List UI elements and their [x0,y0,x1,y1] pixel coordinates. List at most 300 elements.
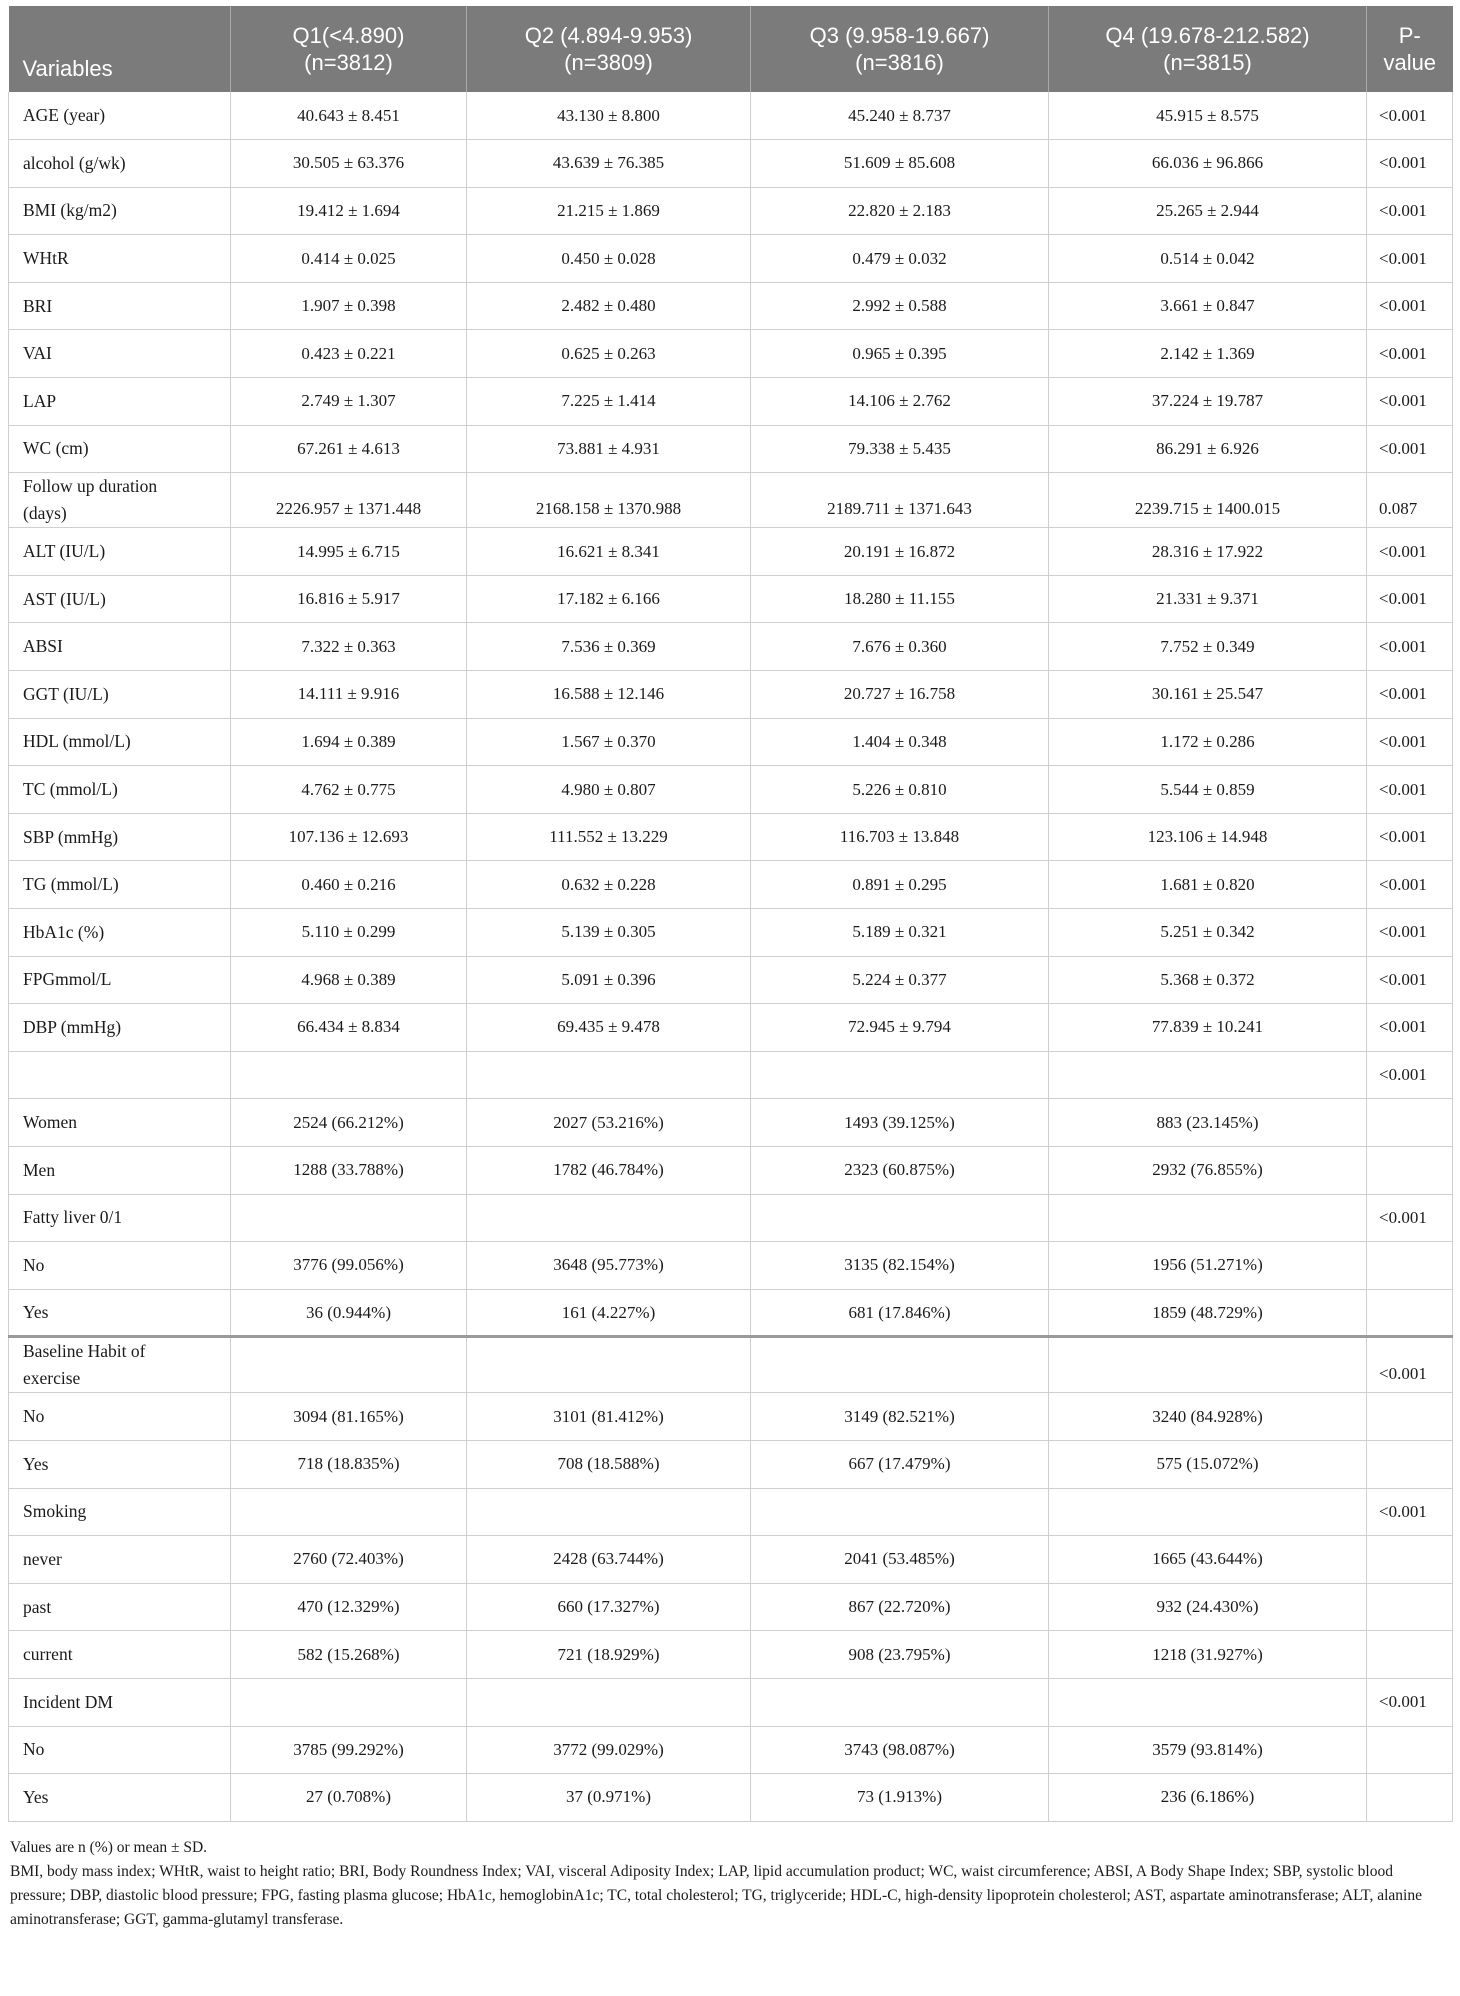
cell-q2 [467,1194,751,1242]
header-q4-range: Q4 (19.678-212.582) [1105,23,1310,48]
cell-q3: 20.727 ± 16.758 [751,671,1049,719]
table-row [9,187,1453,235]
cell-p-value [1367,1242,1453,1290]
row-label [9,1194,231,1242]
cell-q1: 67.261 ± 4.613 [231,425,467,473]
cell-q1: 36 (0.944%) [231,1289,467,1337]
table-row [9,718,1453,766]
cell-q1: 27 (0.708%) [231,1774,467,1822]
table-row [9,1051,1453,1099]
header-row [9,6,1453,92]
table-row [9,1488,1453,1536]
table-row [9,1440,1453,1488]
cell-q4: 3579 (93.814%) [1049,1726,1367,1774]
row-label-text: No [23,1739,45,1760]
cell-p-value [1367,1583,1453,1631]
cell-q4: 3.661 ± 0.847 [1049,282,1367,330]
row-label [9,1726,231,1774]
cell-p-value: <0.001 [1367,766,1453,814]
cell-q3: 18.280 ± 11.155 [751,575,1049,623]
cell-q4 [1049,1051,1367,1099]
row-label-text: No [23,1254,45,1275]
table-row [9,1583,1453,1631]
table-row [9,1631,1453,1679]
cell-q3: 2323 (60.875%) [751,1146,1049,1194]
cell-q2: 5.091 ± 0.396 [467,956,751,1004]
cell-p-value: <0.001 [1367,1194,1453,1242]
cell-q3: 116.703 ± 13.848 [751,813,1049,861]
cell-p-value: <0.001 [1367,1337,1453,1393]
cell-p-value: <0.001 [1367,909,1453,957]
cell-q3: 3743 (98.087%) [751,1726,1049,1774]
table-container [8,6,1452,1932]
cell-p-value: <0.001 [1367,235,1453,283]
row-label [9,718,231,766]
cell-p-value: <0.001 [1367,718,1453,766]
cell-q4 [1049,1337,1367,1393]
table-row [9,473,1453,528]
row-label [9,1337,231,1393]
cell-q1: 718 (18.835%) [231,1440,467,1488]
table-row [9,575,1453,623]
table-row [9,1726,1453,1774]
cell-q2: 3648 (95.773%) [467,1242,751,1290]
header-q1-n: (n=3812) [304,50,393,75]
table-row [9,1242,1453,1290]
cell-q2: 708 (18.588%) [467,1440,751,1488]
cell-p-value: <0.001 [1367,140,1453,188]
cell-q1: 40.643 ± 8.451 [231,92,467,140]
cell-q2: 161 (4.227%) [467,1289,751,1337]
cell-q4: 236 (6.186%) [1049,1774,1367,1822]
cell-p-value [1367,1631,1453,1679]
cell-q3 [751,1194,1049,1242]
row-label [9,187,231,235]
cell-q1: 0.460 ± 0.216 [231,861,467,909]
cell-q4: 25.265 ± 2.944 [1049,187,1367,235]
cell-q1: 4.968 ± 0.389 [231,956,467,1004]
cell-q2: 3101 (81.412%) [467,1393,751,1441]
row-label-text: Fatty liver 0/1 [23,1207,123,1228]
cell-p-value: <0.001 [1367,671,1453,719]
cell-p-value: <0.001 [1367,1678,1453,1726]
cell-q3: 681 (17.846%) [751,1289,1049,1337]
cell-q3: 7.676 ± 0.360 [751,623,1049,671]
cell-q1: 107.136 ± 12.693 [231,813,467,861]
cell-q4: 5.544 ± 0.859 [1049,766,1367,814]
table-row [9,909,1453,957]
header-p-line2: value [1383,50,1437,75]
cell-q2: 7.536 ± 0.369 [467,623,751,671]
row-label-text: HDL (mmol/L) [23,731,131,752]
cell-q2: 21.215 ± 1.869 [467,187,751,235]
row-label [9,1146,231,1194]
cell-p-value: <0.001 [1367,813,1453,861]
table-row [9,378,1453,426]
row-label [9,1440,231,1488]
cell-q1: 2760 (72.403%) [231,1536,467,1584]
cell-q1 [231,1337,467,1393]
cell-q1: 19.412 ± 1.694 [231,187,467,235]
cell-q1: 0.414 ± 0.025 [231,235,467,283]
row-label-text: AGE (year) [23,105,106,126]
row-label-text: Smoking [23,1501,87,1522]
cell-q4: 575 (15.072%) [1049,1440,1367,1488]
cell-p-value [1367,1393,1453,1441]
cell-q2: 0.625 ± 0.263 [467,330,751,378]
cell-q3: 1.404 ± 0.348 [751,718,1049,766]
cell-q3: 45.240 ± 8.737 [751,92,1049,140]
cell-q3: 14.106 ± 2.762 [751,378,1049,426]
cell-q3: 5.224 ± 0.377 [751,956,1049,1004]
row-label-text: Incident DM [23,1691,113,1712]
row-label-text-line2: exercise [23,1368,81,1389]
header-variables-label: Variables [22,56,113,81]
row-label-text: Yes [23,1453,49,1474]
row-label [9,909,231,957]
cell-p-value: <0.001 [1367,956,1453,1004]
row-label-text: alcohol (g/wk) [23,152,126,173]
cell-q4: 37.224 ± 19.787 [1049,378,1367,426]
cell-q1: 5.110 ± 0.299 [231,909,467,957]
table-footnotes [8,1836,1450,1932]
cell-q1: 7.322 ± 0.363 [231,623,467,671]
cell-q1: 1.694 ± 0.389 [231,718,467,766]
cell-q2: 37 (0.971%) [467,1774,751,1822]
table-row [9,1194,1453,1242]
footnote-values: Values are n (%) or mean ± SD. [10,1838,208,1856]
row-label [9,282,231,330]
cell-q2: 17.182 ± 6.166 [467,575,751,623]
cell-p-value [1367,1146,1453,1194]
row-label-text: BMI (kg/m2) [23,200,117,221]
cell-p-value: <0.001 [1367,623,1453,671]
cell-p-value [1367,1099,1453,1147]
row-label [9,140,231,188]
header-q4 [1049,6,1367,92]
header-q3-n: (n=3816) [855,50,944,75]
table-row [9,1099,1453,1147]
row-label-text: ABSI [23,636,63,657]
table-row [9,1004,1453,1052]
cell-q3: 3149 (82.521%) [751,1393,1049,1441]
row-label-text: No [23,1406,45,1427]
cell-q3: 0.891 ± 0.295 [751,861,1049,909]
cell-q4: 1.172 ± 0.286 [1049,718,1367,766]
cell-q2: 660 (17.327%) [467,1583,751,1631]
table-row [9,671,1453,719]
row-label [9,1289,231,1337]
row-label-text: past [23,1596,52,1617]
cell-q4 [1049,1678,1367,1726]
row-label [9,378,231,426]
header-q3-range: Q3 (9.958-19.667) [809,23,990,48]
cell-q3: 1493 (39.125%) [751,1099,1049,1147]
cell-q4: 1.681 ± 0.820 [1049,861,1367,909]
row-label [9,1678,231,1726]
cell-q3: 5.189 ± 0.321 [751,909,1049,957]
cell-q1: 0.423 ± 0.221 [231,330,467,378]
cell-q1 [231,1488,467,1536]
cell-q1 [231,1194,467,1242]
cell-q2: 16.588 ± 12.146 [467,671,751,719]
cell-p-value: <0.001 [1367,861,1453,909]
cell-q3: 51.609 ± 85.608 [751,140,1049,188]
row-label-text: LAP [23,390,57,411]
row-label [9,1774,231,1822]
row-label [9,956,231,1004]
cell-q4: 1859 (48.729%) [1049,1289,1367,1337]
cell-q4: 45.915 ± 8.575 [1049,92,1367,140]
row-label [9,671,231,719]
header-variables [9,6,231,92]
cell-q1: 30.505 ± 63.376 [231,140,467,188]
cell-p-value: <0.001 [1367,378,1453,426]
cell-q1: 2226.957 ± 1371.448 [231,473,467,528]
row-label [9,766,231,814]
baseline-characteristics-table [8,6,1453,1822]
row-label-text: Baseline Habit of [23,1341,146,1362]
cell-p-value: <0.001 [1367,92,1453,140]
cell-p-value [1367,1440,1453,1488]
cell-q4: 77.839 ± 10.241 [1049,1004,1367,1052]
cell-q1: 4.762 ± 0.775 [231,766,467,814]
cell-q2: 2428 (63.744%) [467,1536,751,1584]
cell-q2: 0.450 ± 0.028 [467,235,751,283]
row-label-text: Yes [23,1786,49,1807]
cell-q4: 1218 (31.927%) [1049,1631,1367,1679]
table-row [9,813,1453,861]
cell-q2 [467,1337,751,1393]
cell-q3: 908 (23.795%) [751,1631,1049,1679]
cell-q3: 3135 (82.154%) [751,1242,1049,1290]
row-label [9,575,231,623]
cell-q2: 1.567 ± 0.370 [467,718,751,766]
cell-q2: 111.552 ± 13.229 [467,813,751,861]
cell-q2: 2.482 ± 0.480 [467,282,751,330]
row-label [9,1393,231,1441]
cell-q3: 2041 (53.485%) [751,1536,1049,1584]
table-row [9,330,1453,378]
cell-q4: 2.142 ± 1.369 [1049,330,1367,378]
cell-q3: 73 (1.913%) [751,1774,1049,1822]
footnote-abbreviations: BMI, body mass index; WHtR, waist to height ratio; BRI, Body Roundness Index; VAI, visceral Adiposity Index; LAP, lipid accumulation product; WC, waist circumference; ABSI, A Body Shape Index; SBP, systolic blood pressure; DBP, diastolic blood pressure; FPG, fasting plasma glucose; HbA1c, hemoglobinA1c; TC, total cholesterol; TG, triglyceride; HDL-C, high-density lipoprotein cholesterol; AST, aspartate aminotransferase; ALT, alanine aminotransferase; GGT, gamma-glutamyl transferase. [10,1862,1422,1928]
table-row [9,140,1453,188]
row-label [9,235,231,283]
header-q2-range: Q2 (4.894-9.953) [524,23,693,48]
row-label [9,1536,231,1584]
cell-q3: 867 (22.720%) [751,1583,1049,1631]
cell-q3 [751,1678,1049,1726]
cell-q3 [751,1337,1049,1393]
row-label [9,813,231,861]
cell-q2: 2027 (53.216%) [467,1099,751,1147]
header-q4-n: (n=3815) [1163,50,1252,75]
table-row [9,1536,1453,1584]
row-label-text: Yes [23,1302,49,1323]
cell-p-value [1367,1536,1453,1584]
cell-q2: 4.980 ± 0.807 [467,766,751,814]
row-label [9,623,231,671]
cell-q3: 79.338 ± 5.435 [751,425,1049,473]
cell-q3: 22.820 ± 2.183 [751,187,1049,235]
cell-p-value [1367,1774,1453,1822]
row-label-text: Follow up duration [23,476,158,497]
cell-q4: 2239.715 ± 1400.015 [1049,473,1367,528]
row-label-text: GGT (IU/L) [23,683,109,704]
cell-q2: 3772 (99.029%) [467,1726,751,1774]
row-label-text: SBP (mmHg) [23,826,119,847]
cell-p-value: <0.001 [1367,282,1453,330]
row-label-text: Men [23,1159,56,1180]
cell-q3: 667 (17.479%) [751,1440,1049,1488]
row-label [9,1004,231,1052]
cell-q3: 72.945 ± 9.794 [751,1004,1049,1052]
cell-q4: 0.514 ± 0.042 [1049,235,1367,283]
row-label-text: ALT (IU/L) [23,541,106,562]
cell-q3: 0.479 ± 0.032 [751,235,1049,283]
cell-p-value: <0.001 [1367,330,1453,378]
cell-q3: 20.191 ± 16.872 [751,528,1049,576]
table-row [9,1146,1453,1194]
cell-q4: 21.331 ± 9.371 [1049,575,1367,623]
cell-p-value: <0.001 [1367,1488,1453,1536]
cell-q4: 2932 (76.855%) [1049,1146,1367,1194]
cell-q2: 0.632 ± 0.228 [467,861,751,909]
cell-q1 [231,1051,467,1099]
table-row [9,861,1453,909]
cell-q4: 123.106 ± 14.948 [1049,813,1367,861]
row-label-text: WHtR [23,248,69,269]
cell-q2 [467,1678,751,1726]
table-row [9,1774,1453,1822]
cell-p-value: <0.001 [1367,1051,1453,1099]
row-label [9,92,231,140]
cell-q2: 69.435 ± 9.478 [467,1004,751,1052]
row-label-text: FPGmmol/L [23,969,112,990]
cell-q2: 43.130 ± 8.800 [467,92,751,140]
cell-q1: 3094 (81.165%) [231,1393,467,1441]
header-p-line1: P- [1398,23,1421,48]
cell-q2: 73.881 ± 4.931 [467,425,751,473]
row-label [9,1631,231,1679]
cell-q1: 3785 (99.292%) [231,1726,467,1774]
table-row [9,1337,1453,1393]
cell-p-value [1367,1726,1453,1774]
cell-q1: 16.816 ± 5.917 [231,575,467,623]
cell-q4: 5.368 ± 0.372 [1049,956,1367,1004]
cell-q4 [1049,1194,1367,1242]
cell-q1: 582 (15.268%) [231,1631,467,1679]
cell-q4: 86.291 ± 6.926 [1049,425,1367,473]
cell-q1 [231,1678,467,1726]
cell-q4: 3240 (84.928%) [1049,1393,1367,1441]
row-label-text: VAI [23,343,52,364]
cell-q2 [467,1488,751,1536]
cell-q2: 2168.158 ± 1370.988 [467,473,751,528]
cell-q4: 1956 (51.271%) [1049,1242,1367,1290]
cell-q4: 7.752 ± 0.349 [1049,623,1367,671]
table-row [9,766,1453,814]
cell-q4: 5.251 ± 0.342 [1049,909,1367,957]
cell-p-value: 0.087 [1367,473,1453,528]
row-label [9,425,231,473]
cell-q1: 14.995 ± 6.715 [231,528,467,576]
cell-q4 [1049,1488,1367,1536]
table-row [9,528,1453,576]
cell-p-value: <0.001 [1367,528,1453,576]
cell-q1: 3776 (99.056%) [231,1242,467,1290]
cell-q1: 1288 (33.788%) [231,1146,467,1194]
cell-q4: 30.161 ± 25.547 [1049,671,1367,719]
row-label [9,1583,231,1631]
cell-q1: 14.111 ± 9.916 [231,671,467,719]
cell-q3: 2189.711 ± 1371.643 [751,473,1049,528]
row-label [9,861,231,909]
table-row [9,425,1453,473]
row-label [9,528,231,576]
cell-p-value: <0.001 [1367,187,1453,235]
table-row [9,92,1453,140]
header-q3 [751,6,1049,92]
row-label-text: HbA1c (%) [23,921,105,942]
header-q1 [231,6,467,92]
row-label-text: AST (IU/L) [23,588,106,609]
cell-q4: 28.316 ± 17.922 [1049,528,1367,576]
row-label-text: WC (cm) [23,438,89,459]
cell-q1: 66.434 ± 8.834 [231,1004,467,1052]
cell-q3 [751,1051,1049,1099]
table-row [9,1678,1453,1726]
table-row [9,1289,1453,1337]
cell-p-value [1367,1289,1453,1337]
cell-q1: 2524 (66.212%) [231,1099,467,1147]
row-label [9,1242,231,1290]
cell-q2: 16.621 ± 8.341 [467,528,751,576]
cell-q2 [467,1051,751,1099]
cell-q2: 1782 (46.784%) [467,1146,751,1194]
cell-q2: 721 (18.929%) [467,1631,751,1679]
header-p-value [1367,6,1453,92]
table-row [9,623,1453,671]
table-body [9,92,1453,1821]
header-q2-n: (n=3809) [564,50,653,75]
cell-q3: 5.226 ± 0.810 [751,766,1049,814]
row-label [9,1099,231,1147]
row-label-text: Women [23,1112,77,1133]
cell-q3 [751,1488,1049,1536]
cell-q4: 66.036 ± 96.866 [1049,140,1367,188]
row-label [9,1051,231,1099]
cell-q2: 7.225 ± 1.414 [467,378,751,426]
row-label-text: DBP (mmHg) [23,1016,122,1037]
row-label [9,473,231,528]
cell-p-value: <0.001 [1367,1004,1453,1052]
row-label-text: TG (mmol/L) [23,874,119,895]
cell-q1: 1.907 ± 0.398 [231,282,467,330]
table-row [9,235,1453,283]
cell-p-value: <0.001 [1367,575,1453,623]
table-row [9,1393,1453,1441]
cell-q4: 883 (23.145%) [1049,1099,1367,1147]
cell-q4: 1665 (43.644%) [1049,1536,1367,1584]
row-label [9,1488,231,1536]
row-label-text: BRI [23,295,53,316]
table-row [9,282,1453,330]
cell-q1: 2.749 ± 1.307 [231,378,467,426]
cell-q1: 470 (12.329%) [231,1583,467,1631]
row-label-text-line2: (days) [23,503,67,524]
